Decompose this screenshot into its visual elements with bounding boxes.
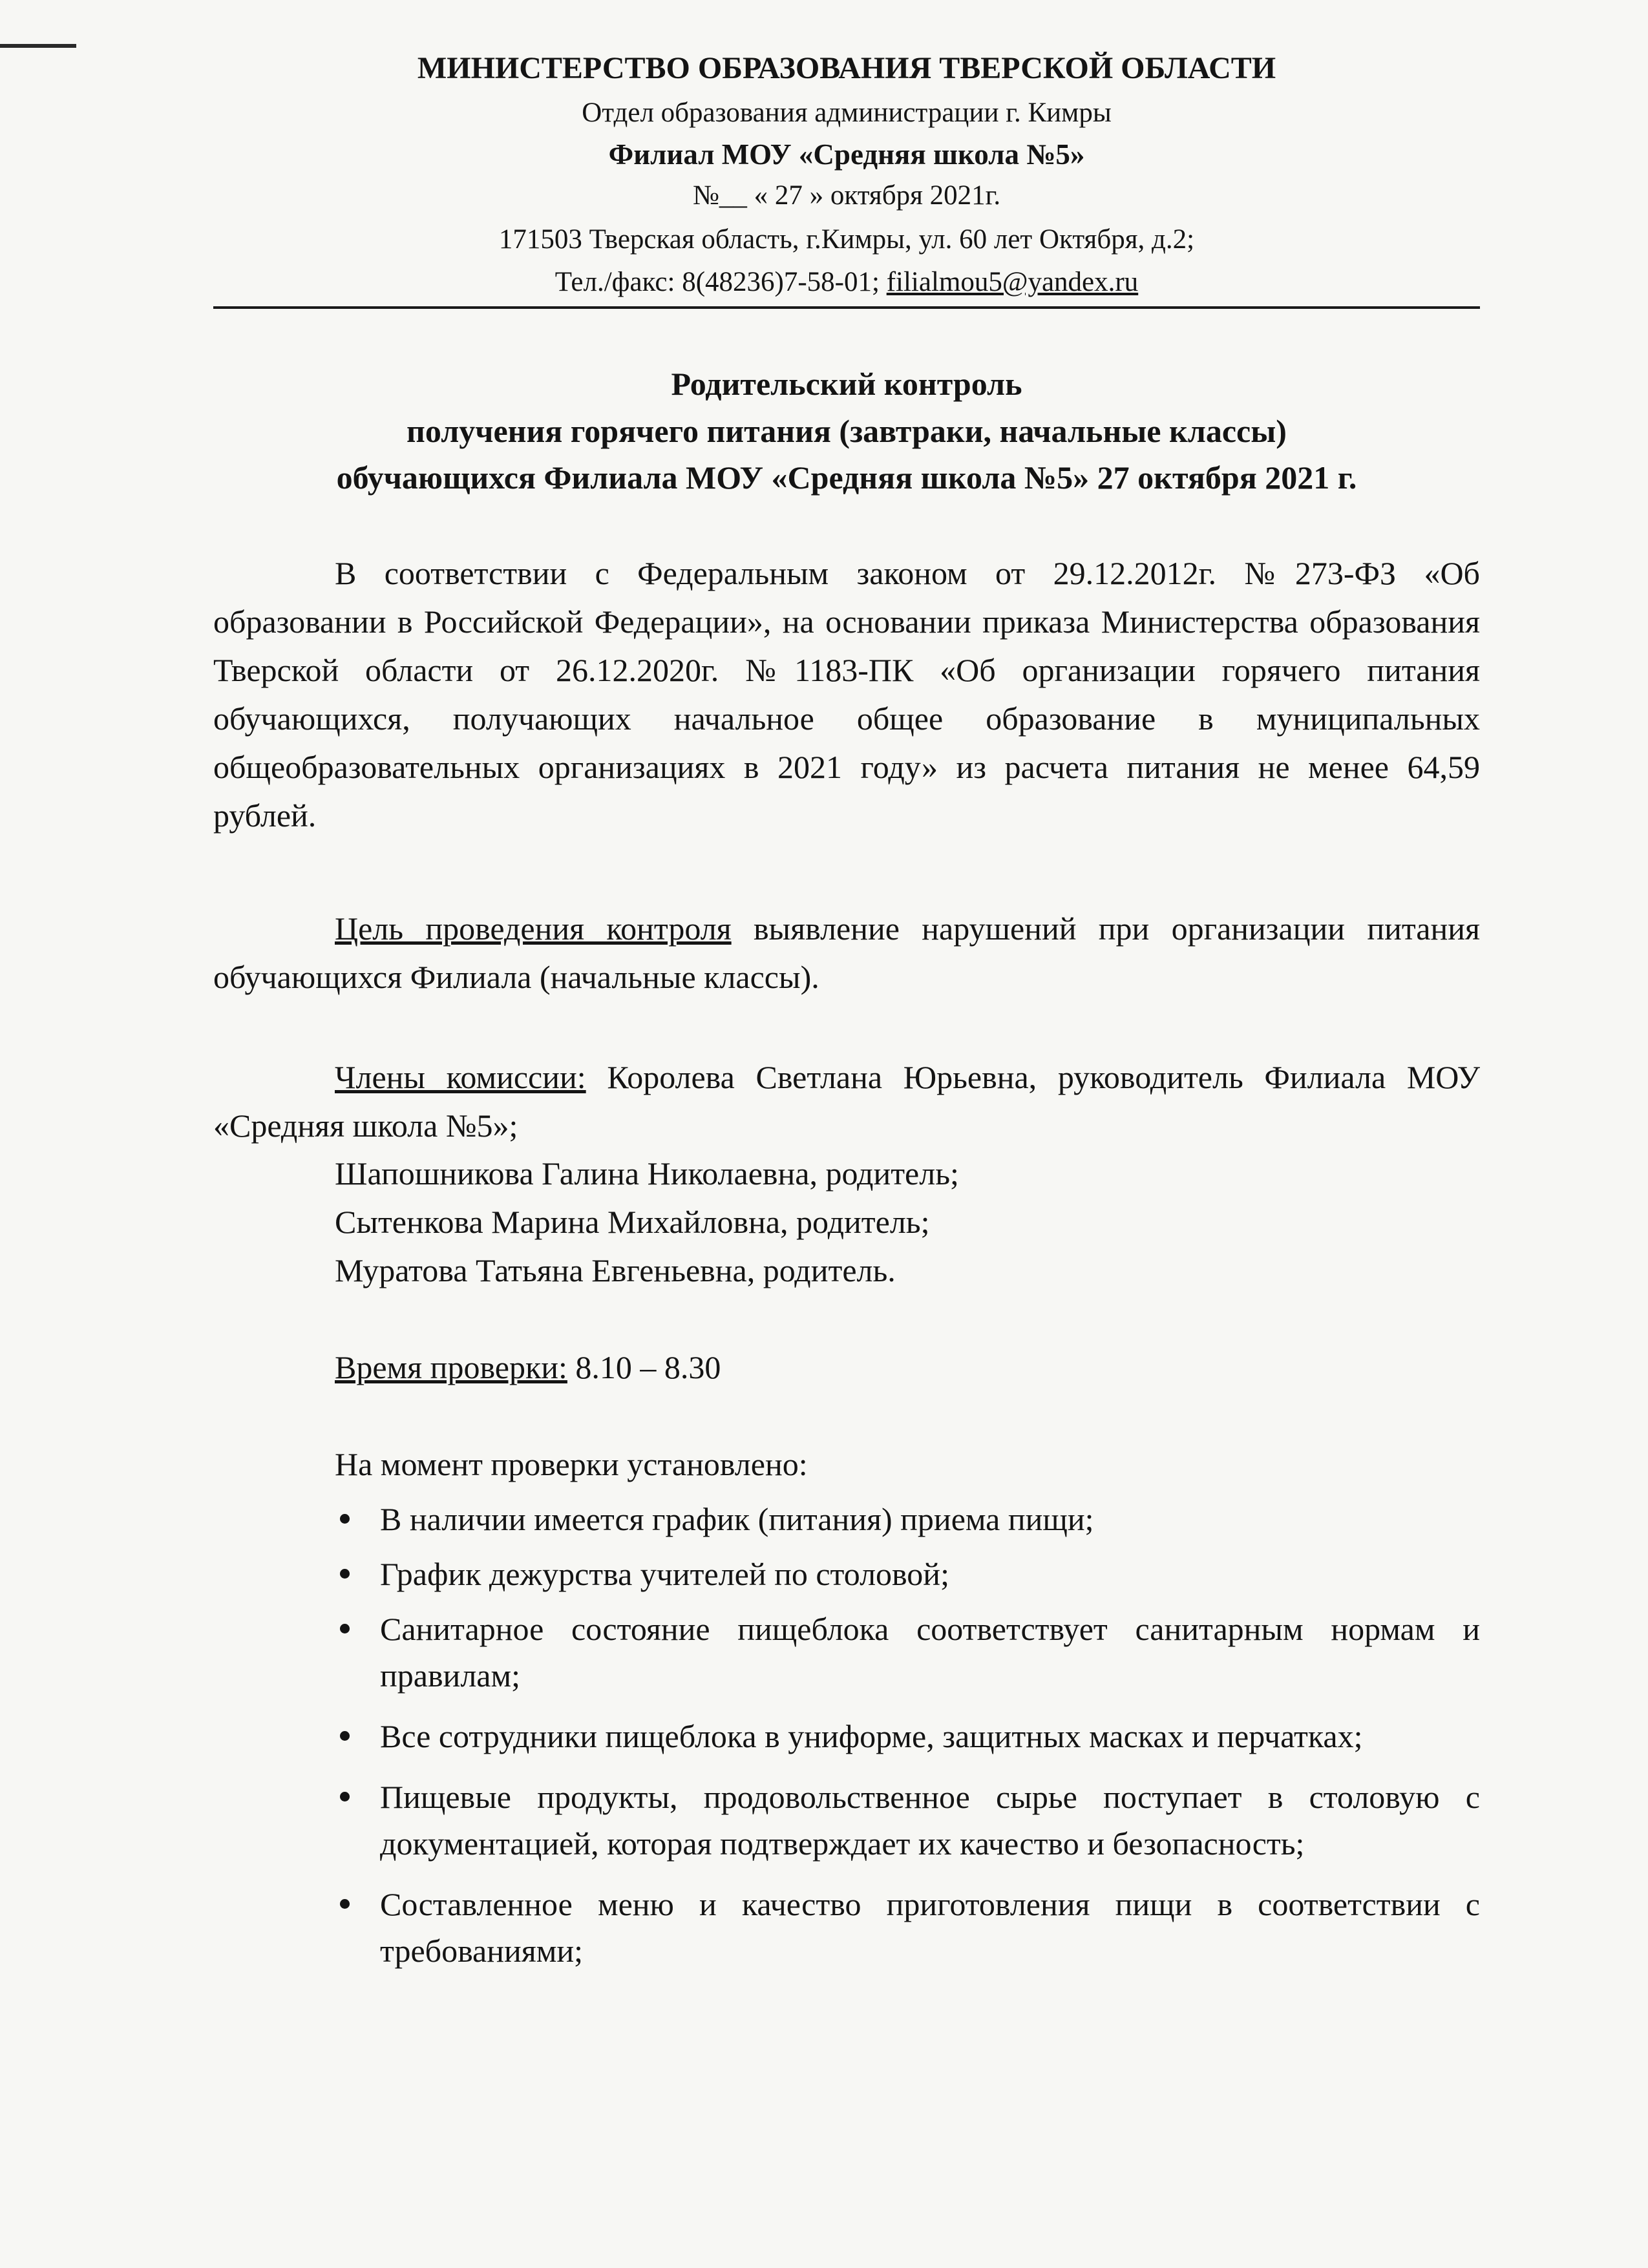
inspection-time (335, 1349, 721, 1386)
document-number-date: №__ « 27 » октября 2021г. (692, 180, 1001, 211)
member-1: Королева Светлана Юрьевна, руководитель Филиала МОУ «Средняя школа №5»; (213, 1059, 1480, 1144)
bullet-icon (340, 1624, 350, 1633)
document-subtitle-2: обучающихся Филиала МОУ «Средняя школа №5» 27 октября 2021 г. (336, 459, 1357, 496)
members-paragraph (213, 1053, 1480, 1150)
department-line: Отдел образования администрации г. Кимры (582, 98, 1112, 128)
bullet-icon (340, 1569, 350, 1579)
goal-paragraph (213, 905, 1480, 1002)
bullet-icon (340, 1731, 350, 1741)
time-value: 8.10 – 8.30 (567, 1349, 721, 1385)
finding-item (213, 1713, 1480, 1759)
finding-text: График дежурства учителей по столовой; (380, 1556, 949, 1592)
finding-text: Составленное меню и качество приготовления пищи в соответствии с требованиями; (380, 1886, 1480, 1969)
time-label: Время проверки: (335, 1349, 567, 1385)
bullet-icon (340, 1899, 350, 1909)
address-line: 171503 Тверская область, г.Кимры, ул. 60 лет Октября, д.2; (498, 224, 1195, 255)
finding-text: Пищевые продукты, продовольственное сырье поступает в столовую с документацией, которая подтверждает их качество и безопасность; (380, 1779, 1480, 1862)
findings-list (213, 1496, 1480, 1982)
finding-text: Все сотрудники пищеблока в униформе, защитных масках и перчатках; (380, 1718, 1363, 1754)
established-heading: На момент проверки установлено: (335, 1446, 808, 1482)
contact-line (213, 266, 1480, 298)
goal-text: выявление нарушений при организации питания обучающихся Филиала (начальные классы). (213, 910, 1480, 995)
bullet-icon (340, 1514, 350, 1524)
ministry-heading: МИНИСТЕРСТВО ОБРАЗОВАНИЯ ТВЕРСКОЙ ОБЛАСТИ (417, 51, 1276, 85)
phone-fax: Тел./факс: 8(48236)7-58-01; (555, 267, 887, 297)
finding-item (213, 1881, 1480, 1974)
finding-item (213, 1496, 1480, 1542)
member-4: Муратова Татьяна Евгеньевна, родитель. (335, 1252, 896, 1288)
document-subtitle: получения горячего питания (завтраки, начальные классы) (407, 413, 1287, 449)
header-divider (213, 306, 1480, 309)
finding-text: В наличии имеется график (питания) приема пищи; (380, 1501, 1094, 1537)
document-title: Родительский контроль (671, 366, 1022, 402)
scan-edge-mark (0, 44, 76, 48)
finding-item (213, 1551, 1480, 1597)
member-3: Сытенкова Марина Михайловна, родитель; (335, 1204, 930, 1240)
email-link[interactable]: filialmou5@yandex.ru (886, 267, 1139, 297)
members-label: Члены комиссии: (335, 1059, 586, 1095)
member-2: Шапошникова Галина Николаевна, родитель; (335, 1155, 959, 1192)
intro-paragraph: В соответствии с Федеральным законом от 29.12.2012г. №273-ФЗ «Об образовании в Российской Федерации», на основании приказа Министерства образования Тверской области от 26.12.2020г. №1183-ПК «Об организации горячего питания обучающихся, получающих начальное общее образование в муниципальных общеобразовательных организациях в 2021 году» из расчета питания не менее 64,59 рублей. (213, 555, 1480, 834)
branch-line: Филиал МОУ «Средняя школа №5» (608, 138, 1085, 171)
bullet-icon (340, 1792, 350, 1801)
finding-text: Санитарное состояние пищеблока соответствует санитарным нормам и правилам; (380, 1611, 1480, 1694)
finding-item (213, 1606, 1480, 1699)
goal-label: Цель проведения контроля (335, 910, 732, 947)
finding-item (213, 1774, 1480, 1867)
